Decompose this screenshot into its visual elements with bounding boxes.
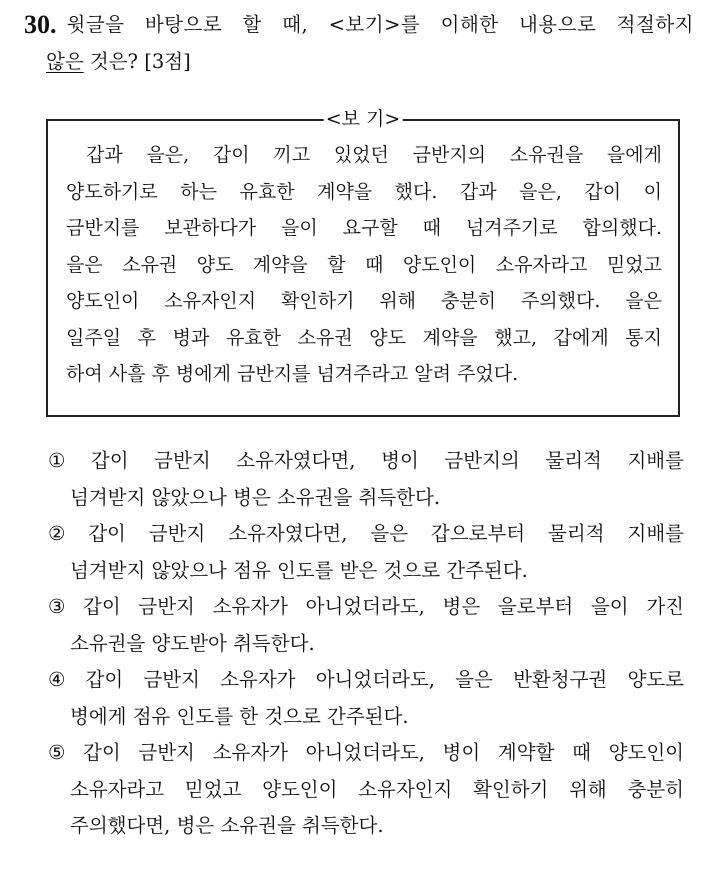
choice-line: 소유자라고 믿었고 양도인이 소유자인지 확인하기 위해 충분히 bbox=[70, 777, 684, 801]
choice-line bbox=[48, 516, 684, 553]
choice-text: 갑이 금반지 소유자였다면, 을은 갑으로부터 물리적 지배를 bbox=[88, 522, 684, 545]
choice-text: 갑이 금반지 소유자가 아니었더라도, 병이 계약할 때 양도인이 bbox=[82, 741, 684, 764]
question bbox=[24, 6, 694, 80]
bogi-line: 하여 사흘 후 병에게 금반지를 넘겨주라고 알려 주었다. bbox=[66, 363, 519, 385]
choice-marker: ① bbox=[48, 449, 85, 472]
bogi-line: 갑과 을은, 갑이 끼고 있었던 금반지의 소유권을 을에게 bbox=[86, 144, 662, 166]
question-negation-underlined: 않은 bbox=[46, 50, 84, 73]
choice-4[interactable] bbox=[48, 662, 684, 735]
question-stem-rest: 것은? [3점] bbox=[83, 50, 191, 73]
bogi-line: 양도하기로 하는 유효한 계약을 했다. 갑과 을은, 갑이 이 bbox=[66, 180, 662, 203]
bogi-box bbox=[46, 108, 680, 417]
choice-5[interactable] bbox=[48, 735, 684, 845]
choice-line: 넘겨받지 않았으나 점유 인도를 받은 것으로 간주된다. bbox=[70, 558, 528, 582]
answer-choices bbox=[48, 443, 684, 845]
choice-text: 갑이 금반지 소유자가 아니었더라도, 을은 반환청구권 양도로 bbox=[85, 668, 684, 691]
choice-3[interactable] bbox=[48, 589, 684, 662]
choice-text: 갑이 금반지 소유자가 아니었더라도, 병은 을로부터 을이 가진 bbox=[82, 595, 684, 618]
choice-line: 소유권을 양도받아 취득한다. bbox=[70, 631, 315, 655]
choice-line bbox=[48, 662, 684, 699]
choice-marker: ⑤ bbox=[48, 741, 77, 764]
bogi-line: 일주일 후 병과 유효한 소유권 양도 계약을 했고, 갑에게 통지 bbox=[66, 326, 662, 349]
choice-line: 주의했다면, 병은 소유권을 취득한다. bbox=[70, 814, 384, 837]
choice-1[interactable] bbox=[48, 443, 684, 516]
choice-marker: ② bbox=[48, 522, 83, 545]
question-number: 30. bbox=[24, 10, 57, 39]
bogi-title: <보 기> bbox=[325, 108, 401, 130]
choice-line: 병에게 점유 인도를 한 것으로 간주된다. bbox=[70, 704, 409, 728]
choice-line bbox=[48, 589, 684, 626]
question-stem-line2 bbox=[24, 43, 694, 80]
question-stem-text: 윗글을 바탕으로 할 때, <보기>를 이해한 내용으로 적절하지 bbox=[66, 13, 694, 36]
bogi-line: 을은 소유권 양도 계약을 할 때 양도인이 소유자라고 믿었고 bbox=[66, 253, 662, 276]
bogi-line: 양도인이 소유자인지 확인하기 위해 충분히 주의했다. 을은 bbox=[66, 290, 662, 312]
choice-2[interactable] bbox=[48, 516, 684, 589]
choice-line: 넘겨받지 않았으나 병은 소유권을 취득한다. bbox=[70, 485, 441, 509]
question-stem-line1 bbox=[24, 6, 694, 43]
choice-line bbox=[48, 443, 684, 480]
bogi-body bbox=[66, 137, 662, 393]
bogi-line: 금반지를 보관하다가 을이 요구할 때 넘겨주기로 합의했다. bbox=[66, 217, 662, 239]
choice-marker: ③ bbox=[48, 595, 77, 618]
choice-line bbox=[48, 735, 684, 772]
choice-marker: ④ bbox=[48, 668, 80, 691]
choice-text: 갑이 금반지 소유자였다면, 병이 금반지의 물리적 지배를 bbox=[90, 449, 684, 472]
